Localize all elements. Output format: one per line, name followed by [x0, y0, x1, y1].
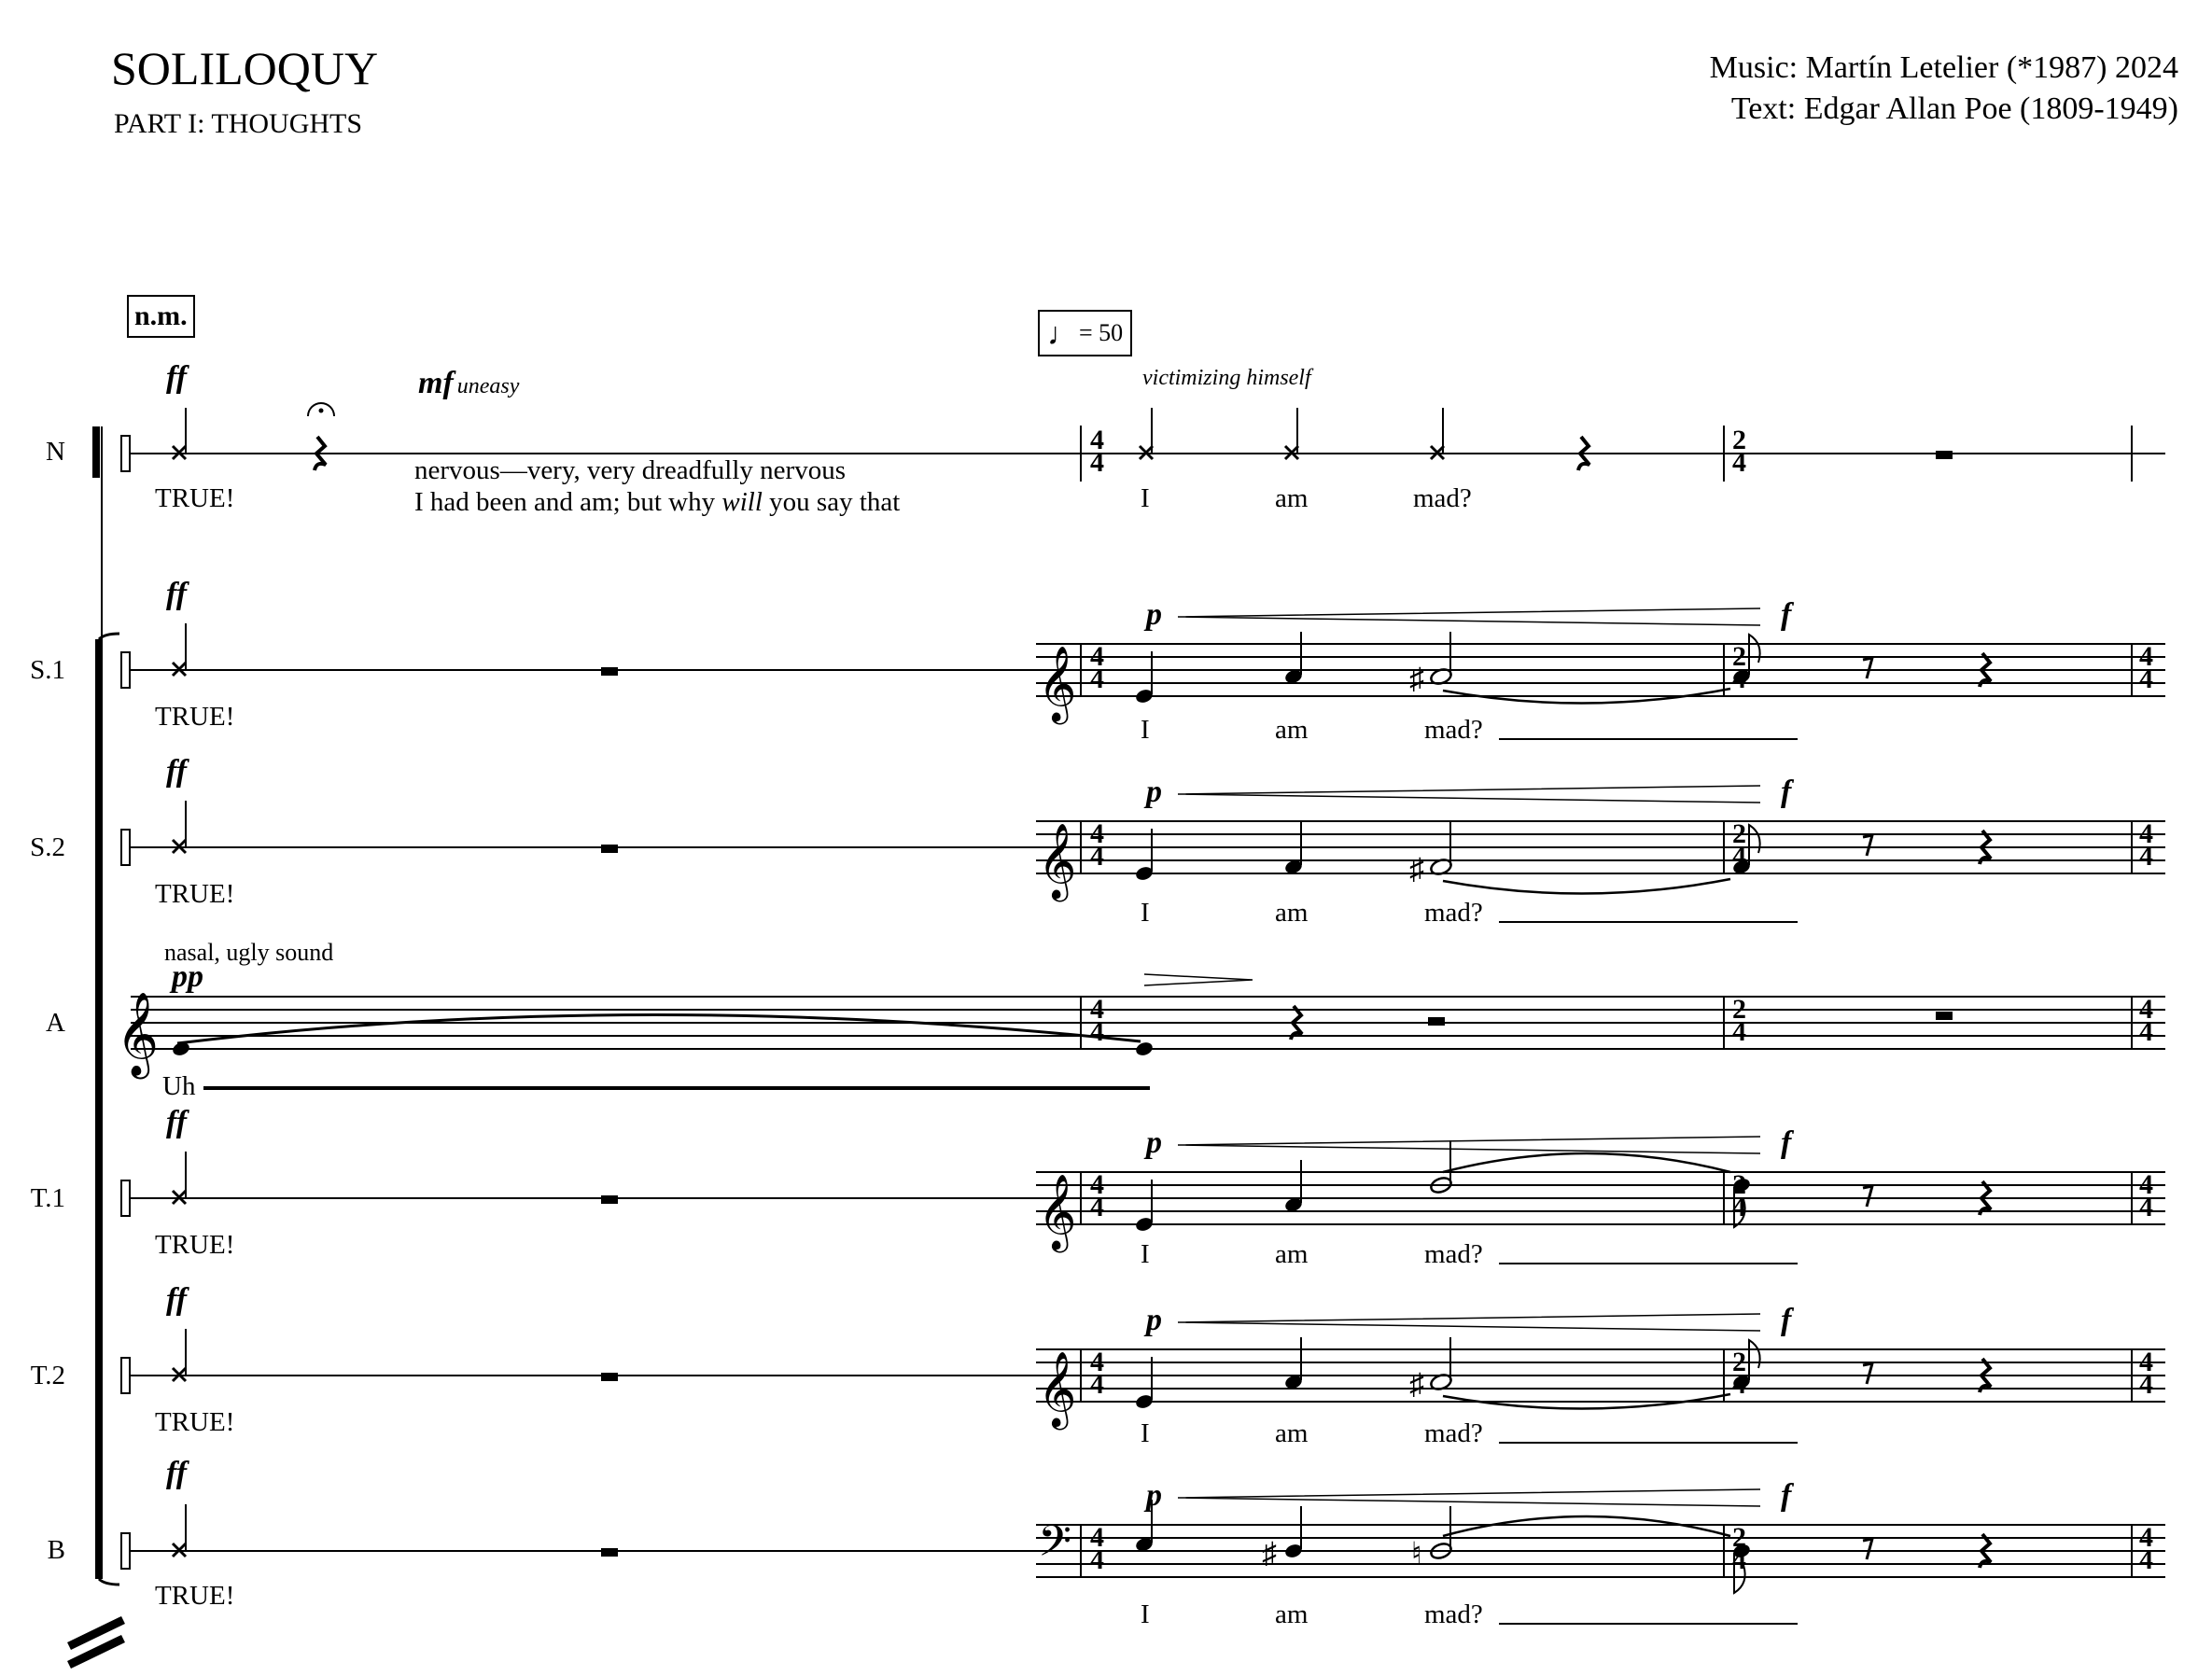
lyric-am: am — [1275, 715, 1309, 745]
svg-text:♯: ♯ — [1409, 852, 1424, 886]
lyric-am: am — [1275, 898, 1309, 928]
dynamic-mf: mf — [418, 366, 454, 400]
dynamic-f: f — [1781, 597, 1792, 632]
time-signature-4-4: 4 4 — [2139, 1347, 2153, 1400]
time-signature-2-4: 2 4 — [1732, 1347, 1746, 1400]
spoken-text-true: TRUE! — [155, 1581, 235, 1611]
dynamic-ff: ff — [166, 577, 188, 611]
time-signature-2-4: 2 4 — [1732, 818, 1746, 872]
lyric-am: am — [1275, 483, 1309, 513]
treble-clef-icon: 𝄞 — [1038, 826, 1077, 898]
dynamic-pp: pp — [172, 959, 203, 994]
lyric-i: I — [1141, 1239, 1150, 1269]
lyric-i: I — [1141, 483, 1150, 513]
piece-subtitle: PART I: THOUGHTS — [114, 108, 363, 139]
time-signature-4-4: 4 4 — [1090, 1169, 1104, 1222]
time-signature-4-4: 4 4 — [2139, 818, 2153, 872]
time-signature-4-4: 4 4 — [2139, 641, 2153, 694]
dynamic-p: p — [1146, 1478, 1162, 1513]
expression-uneasy: uneasy — [456, 374, 520, 398]
lyric-i: I — [1141, 715, 1150, 745]
time-signature-2-4: 2 4 — [1732, 1522, 1746, 1575]
dynamic-p: p — [1146, 1303, 1162, 1337]
system-separator-icon — [69, 1620, 123, 1665]
lyric-mad: mad? — [1424, 1418, 1483, 1448]
svg-text:♯: ♯ — [1409, 662, 1424, 695]
rehearsal-box: n.m. — [127, 295, 195, 338]
lyric-i: I — [1141, 1599, 1150, 1629]
time-signature-4-4: 4 4 — [1090, 641, 1104, 694]
lyric-i: I — [1141, 898, 1150, 928]
piece-title: SOLILOQUY — [111, 42, 379, 94]
lyric-i: I — [1141, 1418, 1150, 1448]
composer-credit: Music: Martín Letelier (*1987) 2024 — [1709, 50, 2178, 85]
dynamic-mf-uneasy — [418, 366, 519, 401]
dynamic-ff: ff — [166, 1105, 188, 1139]
lyric-mad: mad? — [1413, 483, 1472, 513]
treble-clef-8vb-icon: 𝄞 — [1038, 1354, 1077, 1426]
time-signature-2-4: 2 4 — [1732, 994, 1746, 1047]
lyric-mad: mad? — [1424, 1599, 1483, 1629]
lyric-uh: Uh — [162, 1071, 196, 1101]
staff-label-alto: A — [46, 1008, 65, 1038]
dynamic-f: f — [1781, 1478, 1792, 1513]
alto-staff — [116, 974, 2165, 1088]
spoken-text-true: TRUE! — [155, 879, 235, 909]
dynamic-ff: ff — [166, 754, 188, 789]
staff-label-soprano-2: S.2 — [30, 832, 65, 862]
lyric-mad: mad? — [1424, 715, 1483, 745]
spoken-text-true: TRUE! — [155, 1230, 235, 1260]
svg-text:♯: ♯ — [1409, 1367, 1424, 1401]
dynamic-ff: ff — [166, 1282, 188, 1317]
dynamic-f: f — [1781, 1125, 1792, 1160]
expression-victimizing: victimizing himself — [1142, 366, 1311, 390]
time-signature-4-4: 4 4 — [1090, 1522, 1104, 1575]
time-signature-4-4: 4 4 — [1090, 1347, 1104, 1400]
lyric-am: am — [1275, 1599, 1309, 1629]
dynamic-f: f — [1781, 775, 1792, 809]
lyric-mad: mad? — [1424, 1239, 1483, 1269]
time-signature-2-4: 2 4 — [1732, 641, 1746, 694]
spoken-line-1: nervous—very, very dreadfully nervous — [414, 455, 846, 485]
lyric-am: am — [1275, 1418, 1309, 1448]
staff-label-tenor-2: T.2 — [30, 1361, 65, 1390]
time-signature-2-4: 2 4 — [1732, 425, 1746, 478]
text-credit: Text: Edgar Allan Poe (1809-1949) — [1730, 91, 2178, 126]
treble-clef-icon: 𝄞 — [116, 993, 160, 1074]
spoken-line-2: I had been and am; but why will you say that — [414, 487, 901, 517]
dynamic-ff: ff — [166, 1456, 188, 1490]
time-signature-4-4: 4 4 — [1090, 994, 1104, 1047]
staff-label-soprano-1: S.1 — [30, 655, 65, 685]
dynamic-p: p — [1146, 775, 1162, 809]
time-signature-4-4: 4 4 — [1090, 425, 1104, 478]
time-signature-4-4: 4 4 — [2139, 1522, 2153, 1575]
treble-clef-icon: 𝄞 — [1038, 649, 1077, 720]
soprano-1-staff — [121, 401, 2165, 739]
time-signature-4-4: 4 4 — [2139, 1169, 2153, 1222]
dynamic-f: f — [1781, 1303, 1792, 1337]
time-signature-4-4: 4 4 — [2139, 994, 2153, 1047]
lyric-am: am — [1275, 1239, 1309, 1269]
svg-text:♮: ♮ — [1411, 1536, 1422, 1570]
spoken-text-true: TRUE! — [155, 1407, 235, 1437]
dynamic-ff: ff — [166, 360, 188, 395]
time-signature-2-4: 2 4 — [1732, 1169, 1746, 1222]
bass-clef-icon: 𝄢 — [1038, 1518, 1072, 1576]
lyric-mad: mad? — [1424, 898, 1483, 928]
dynamic-p: p — [1146, 597, 1162, 632]
quarter-note-icon: ♩ — [1047, 317, 1079, 353]
expression-nasal: nasal, ugly sound — [164, 939, 334, 966]
tempo-value: = 50 — [1079, 319, 1124, 346]
spoken-text-true: TRUE! — [155, 483, 235, 513]
spoken-text-true: TRUE! — [155, 702, 235, 732]
staff-label-bass: B — [47, 1535, 65, 1565]
treble-clef-8vb-icon: 𝄞 — [1038, 1177, 1077, 1249]
dynamic-p: p — [1146, 1125, 1162, 1160]
svg-text:♯: ♯ — [1262, 1536, 1277, 1570]
time-signature-4-4: 4 4 — [1090, 818, 1104, 872]
staff-label-narrator: N — [46, 437, 65, 467]
staff-label-tenor-1: T.1 — [30, 1183, 65, 1213]
